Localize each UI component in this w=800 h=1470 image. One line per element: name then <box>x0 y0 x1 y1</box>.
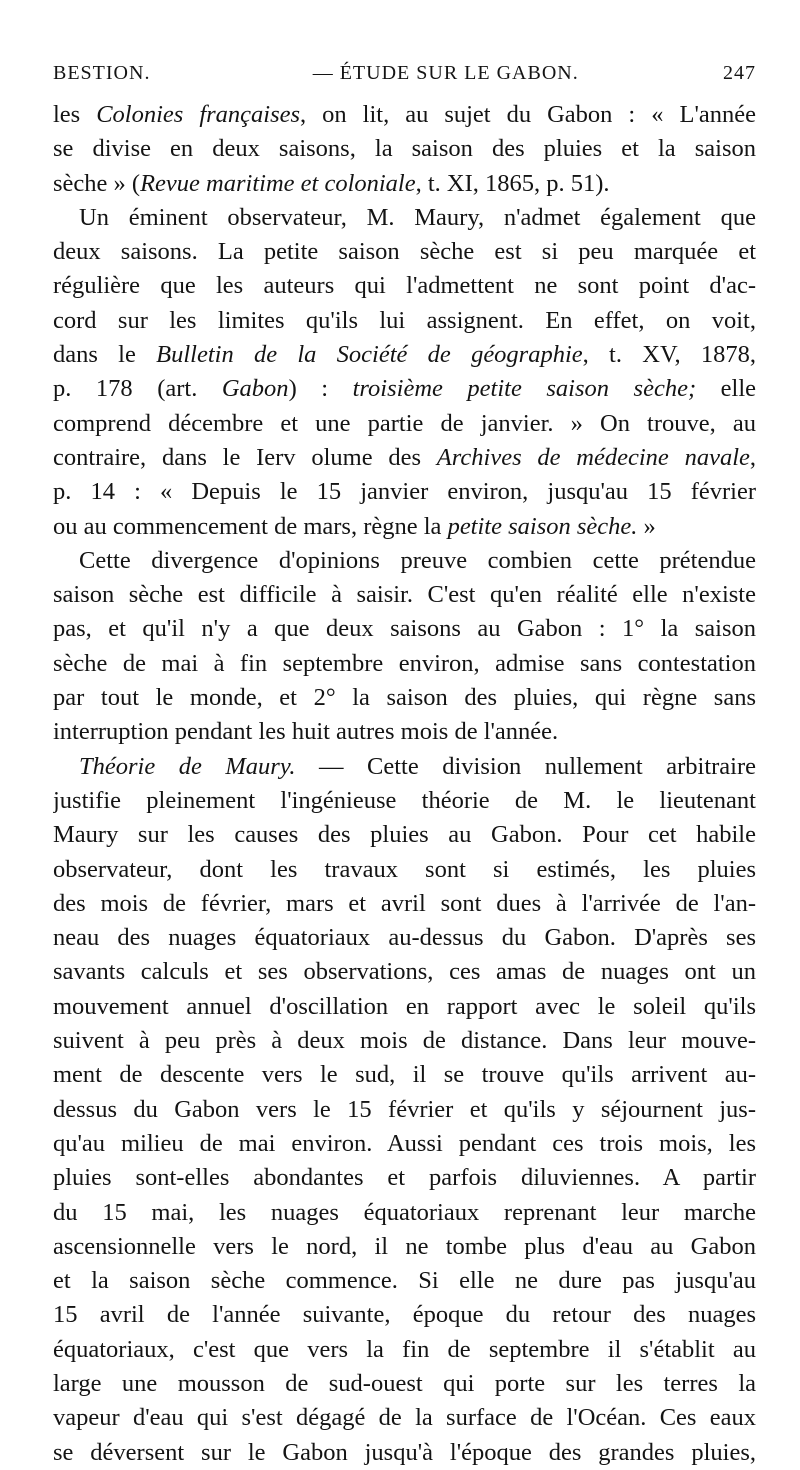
text-segment: et la saison sèche commence. Si elle ne dure pas jusqu'au <box>53 1267 756 1295</box>
italic-text: Théorie de Maury. <box>79 752 296 780</box>
text-line <box>53 269 756 303</box>
text-segment: , t. XI, 1865, p. 51). <box>415 169 610 197</box>
text-segment: interruption pendant les huit autres mois de l'année. <box>53 718 559 746</box>
text-segment: équatoriaux, c'est que vers la fin de septembre il s'établit au <box>53 1335 756 1363</box>
text-segment: pluies sont-elles abondantes et parfois diluviennes. A partir <box>53 1164 756 1192</box>
text-segment: du 15 mai, les nuages équatoriaux reprenant leur marche <box>53 1198 756 1226</box>
text-line <box>53 1264 756 1298</box>
text-segment: se divise en deux saisons, la saison des pluies et la saison <box>53 135 756 163</box>
text-segment: Cette divergence d'opinions preuve combien cette prétendue <box>79 546 756 574</box>
text-line <box>53 1401 756 1435</box>
text-segment: savants calculs et ses observations, ces amas de nuages ont un <box>53 958 756 986</box>
text-segment: Maury sur les causes des pluies au Gabon. Pour cet habile <box>53 821 756 849</box>
text-line <box>53 784 756 818</box>
text-line <box>53 1196 756 1230</box>
text-segment: elle <box>696 375 756 403</box>
text-segment: sèche » ( <box>53 169 141 197</box>
text-line <box>53 647 756 681</box>
text-line <box>53 372 756 406</box>
italic-text: Gabon <box>221 375 289 403</box>
text-segment: 15 avril de l'année suivante, époque du retour des nuages <box>53 1301 756 1329</box>
text-line <box>53 1298 756 1332</box>
text-line <box>53 612 756 646</box>
text-line <box>53 818 756 852</box>
text-segment: deux saisons. La petite saison sèche est si peu marquée et <box>53 238 756 266</box>
italic-text: troisième petite saison sèche; <box>352 375 697 403</box>
text-line <box>53 1058 756 1092</box>
text-segment: saison sèche est difficile à saisir. C'est qu'en réalité elle n'existe <box>53 581 756 609</box>
text-line <box>53 1436 756 1470</box>
text-line <box>53 1024 756 1058</box>
text-line <box>53 132 756 166</box>
text-segment: ment de descente vers le sud, il se trouve qu'ils arrivent au- <box>53 1061 756 1089</box>
text-segment: , <box>749 443 756 471</box>
text-segment: large une mousson de sud-ouest qui porte sur les terres la <box>53 1369 756 1397</box>
italic-text: Bulletin de la Société de géographie <box>156 341 583 369</box>
text-segment: vapeur d'eau qui s'est dégagé de la surface de l'Océan. Ces eaux <box>53 1404 756 1432</box>
text-line <box>53 407 756 441</box>
text-segment: par tout le monde, et 2° la saison des pluies, qui règne sans <box>53 684 756 712</box>
body-text <box>53 98 756 1470</box>
text-line <box>53 990 756 1024</box>
text-line <box>53 338 756 372</box>
text-line <box>53 750 756 784</box>
text-line <box>53 1127 756 1161</box>
text-segment: contraire, dans le Ierv olume des <box>53 443 437 471</box>
text-line <box>53 715 756 749</box>
text-line <box>53 201 756 235</box>
italic-text: Colonies françaises <box>96 101 301 128</box>
text-segment: p. 14 : « Depuis le 15 janvier environ, jusqu'au 15 février <box>53 478 756 506</box>
text-line <box>53 441 756 475</box>
text-segment: ascensionnelle vers le nord, il ne tombe plus d'eau au Gabon <box>53 1232 756 1260</box>
text-segment: Un éminent observateur, M. Maury, n'admet également que <box>79 203 756 231</box>
text-segment: neau des nuages équatoriaux au-dessus du Gabon. D'après ses <box>53 924 756 952</box>
text-segment: , t. XV, 1878, <box>582 341 756 369</box>
italic-text: petite saison sèche. <box>447 512 638 540</box>
text-line <box>53 1093 756 1127</box>
text-line <box>53 304 756 338</box>
text-segment: régulière que les auteurs qui l'admettent ne sont point d'ac- <box>53 272 756 300</box>
text-line <box>53 98 756 132</box>
text-segment: les <box>53 101 97 128</box>
italic-text: Archives de médecine navale <box>436 443 750 471</box>
text-line <box>53 475 756 509</box>
header-title: — ÉTUDE SUR LE GABON. <box>312 62 579 84</box>
text-segment: suivent à peu près à deux mois de distance. Dans leur mouve- <box>53 1027 756 1055</box>
text-line <box>53 544 756 578</box>
text-segment: — Cette division nullement arbitraire <box>295 752 756 780</box>
text-line <box>53 1367 756 1401</box>
text-segment: des mois de février, mars et avril sont dues à l'arrivée de l'an- <box>53 889 756 917</box>
text-line <box>53 1161 756 1195</box>
text-segment: » <box>637 512 656 540</box>
text-segment: , on lit, au sujet du Gabon : « L'année <box>300 101 756 128</box>
text-segment: dessus du Gabon vers le 15 février et qu'ils y séjournent jus- <box>53 1095 756 1123</box>
text-line <box>53 955 756 989</box>
text-segment: qu'au milieu de mai environ. Aussi pendant ces trois mois, les <box>53 1129 756 1157</box>
text-segment: comprend décembre et une partie de janvier. » On trouve, au <box>53 409 756 437</box>
text-segment: justifie pleinement l'ingénieuse théorie de M. le lieutenant <box>53 786 756 814</box>
text-line <box>53 1333 756 1367</box>
text-line <box>53 853 756 887</box>
header-author: BESTION. <box>53 62 151 84</box>
text-segment: observateur, dont les travaux sont si estimés, les pluies <box>53 855 756 883</box>
text-line <box>53 167 756 201</box>
text-segment: ou au commencement de mars, règne la <box>53 512 448 540</box>
text-segment: p. 178 (art. <box>53 375 222 403</box>
text-line <box>53 235 756 269</box>
text-segment: mouvement annuel d'oscillation en rapport avec le soleil qu'ils <box>53 992 756 1020</box>
italic-text: Revue maritime et coloniale <box>140 169 416 197</box>
text-segment: cord sur les limites qu'ils lui assignent. En effet, on voit, <box>53 306 756 334</box>
text-line <box>53 578 756 612</box>
page-number: 247 <box>723 62 756 84</box>
text-line <box>53 887 756 921</box>
text-segment: sèche de mai à fin septembre environ, admise sans contestation <box>53 649 756 677</box>
running-header <box>53 62 756 98</box>
text-segment: dans le <box>53 341 157 369</box>
text-line <box>53 1230 756 1264</box>
text-segment: se déversent sur le Gabon jusqu'à l'époque des grandes pluies, <box>53 1438 756 1466</box>
text-segment: pas, et qu'il n'y a que deux saisons au Gabon : 1° la saison <box>53 615 756 643</box>
text-line <box>53 510 756 544</box>
text-line <box>53 681 756 715</box>
text-line <box>53 921 756 955</box>
text-segment: ) : <box>288 375 353 403</box>
